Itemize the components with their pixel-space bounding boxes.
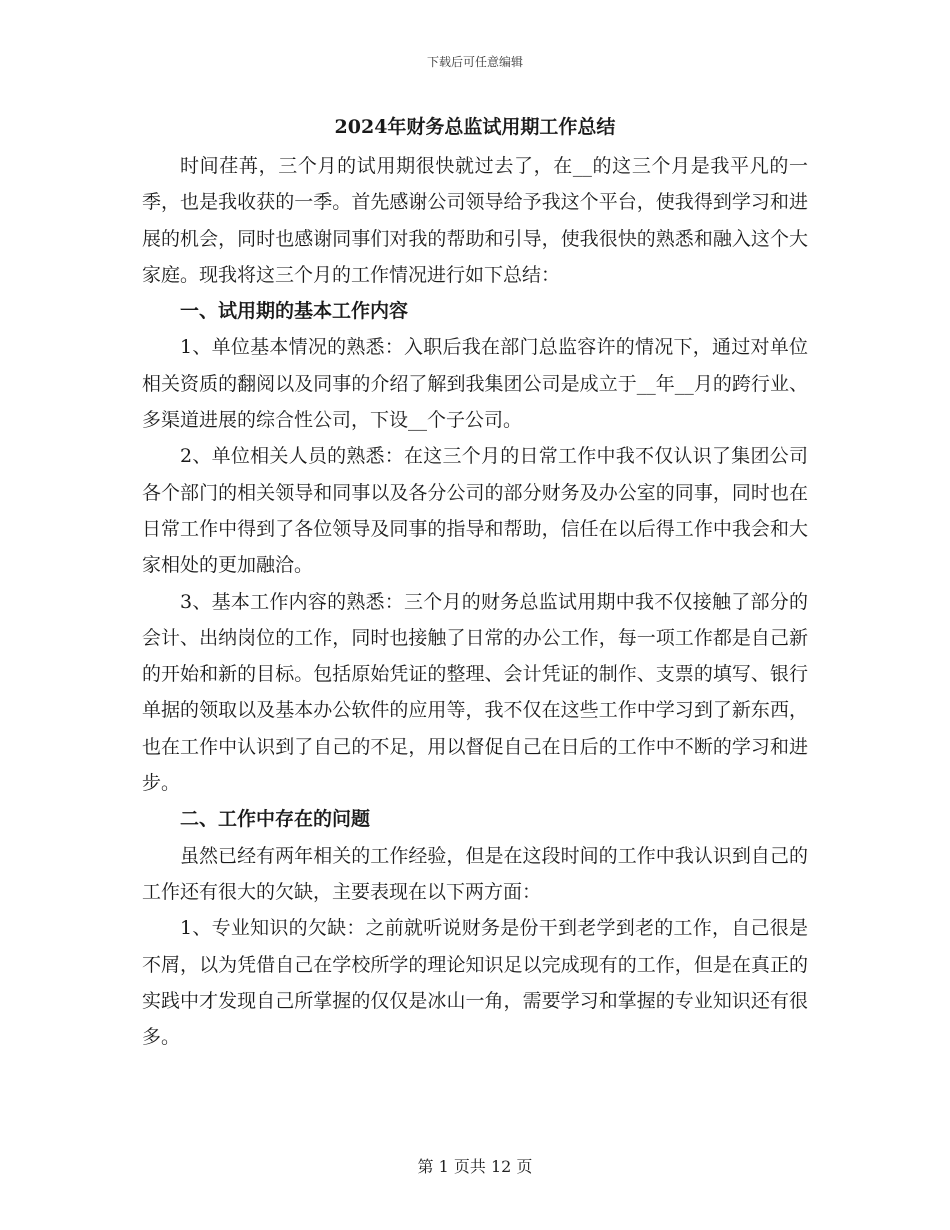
document-body (142, 112, 808, 1055)
document-title: 2024年财务总监试用期工作总结 (334, 116, 616, 138)
paragraph-unit-info: 1、单位基本情况的熟悉：入职后我在部门总监容许的情况下，通过对单位相关资质的翻阅以及同事的介绍了解到我集团公司是成立于__年__月的跨行业、多渠道进展的综合性公司，下设__个子公司。 (142, 336, 808, 432)
paragraph-problems-intro: 虽然已经有两年相关的工作经验，但是在这段时间的工作中我认识到自己的工作还有很大的欠缺，主要表现在以下两方面： (142, 844, 808, 903)
intro-paragraph: 时间荏苒，三个月的试用期很快就过去了，在__的这三个月是我平凡的一季，也是我收获的一季。首先感谢公司领导给予我这个平台，使我得到学习和进展的机会，同时也感谢同事们对我的帮助和引导，使我很快的熟悉和融入这个大家庭。现我将这三个月的工作情况进行如下总结： (142, 155, 808, 286)
section-heading-1: 一、试用期的基本工作内容 (180, 300, 409, 323)
paragraph-work-content: 3、基本工作内容的熟悉：三个月的财务总监试用期中我不仅接触了部分的会计、出纳岗位的工作，同时也接触了日常的办公工作，每一项工作都是自己新的开始和新的目标。包括原始凭证的整理、会计凭证的制作、支票的填写、银行单据的领取以及基本办公软件的应用等，我不仅在这些工作中学习到了新东西，也在工作中认识到了自己的不足，用以督促自己在日后的工作中不断的学习和进步。 (142, 590, 808, 795)
paragraph-knowledge: 1、专业知识的欠缺：之前就听说财务是份干到老学到老的工作，自己很是不屑，以为凭借自己在学校所学的理论知识足以完成现有的工作，但是在真正的实践中才发现自己所掌握的仅仅是冰山一角，需要学习和掌握的专业知识还有很多。 (142, 917, 808, 1049)
page-header-note: 下载后可任意编辑 (426, 55, 523, 69)
section-heading-2: 二、工作中存在的问题 (180, 808, 371, 831)
page-footer: 第 1 页共 12 页 (417, 1157, 533, 1176)
paragraph-staff: 2、单位相关人员的熟悉：在这三个月的日常工作中我不仅认识了集团公司各个部门的相关领导和同事以及各分公司的部分财务及办公室的同事，同时也在日常工作中得到了各位领导及同事的指导和帮助，信任在以后得工作中我会和大家相处的更加融洽。 (142, 445, 808, 577)
